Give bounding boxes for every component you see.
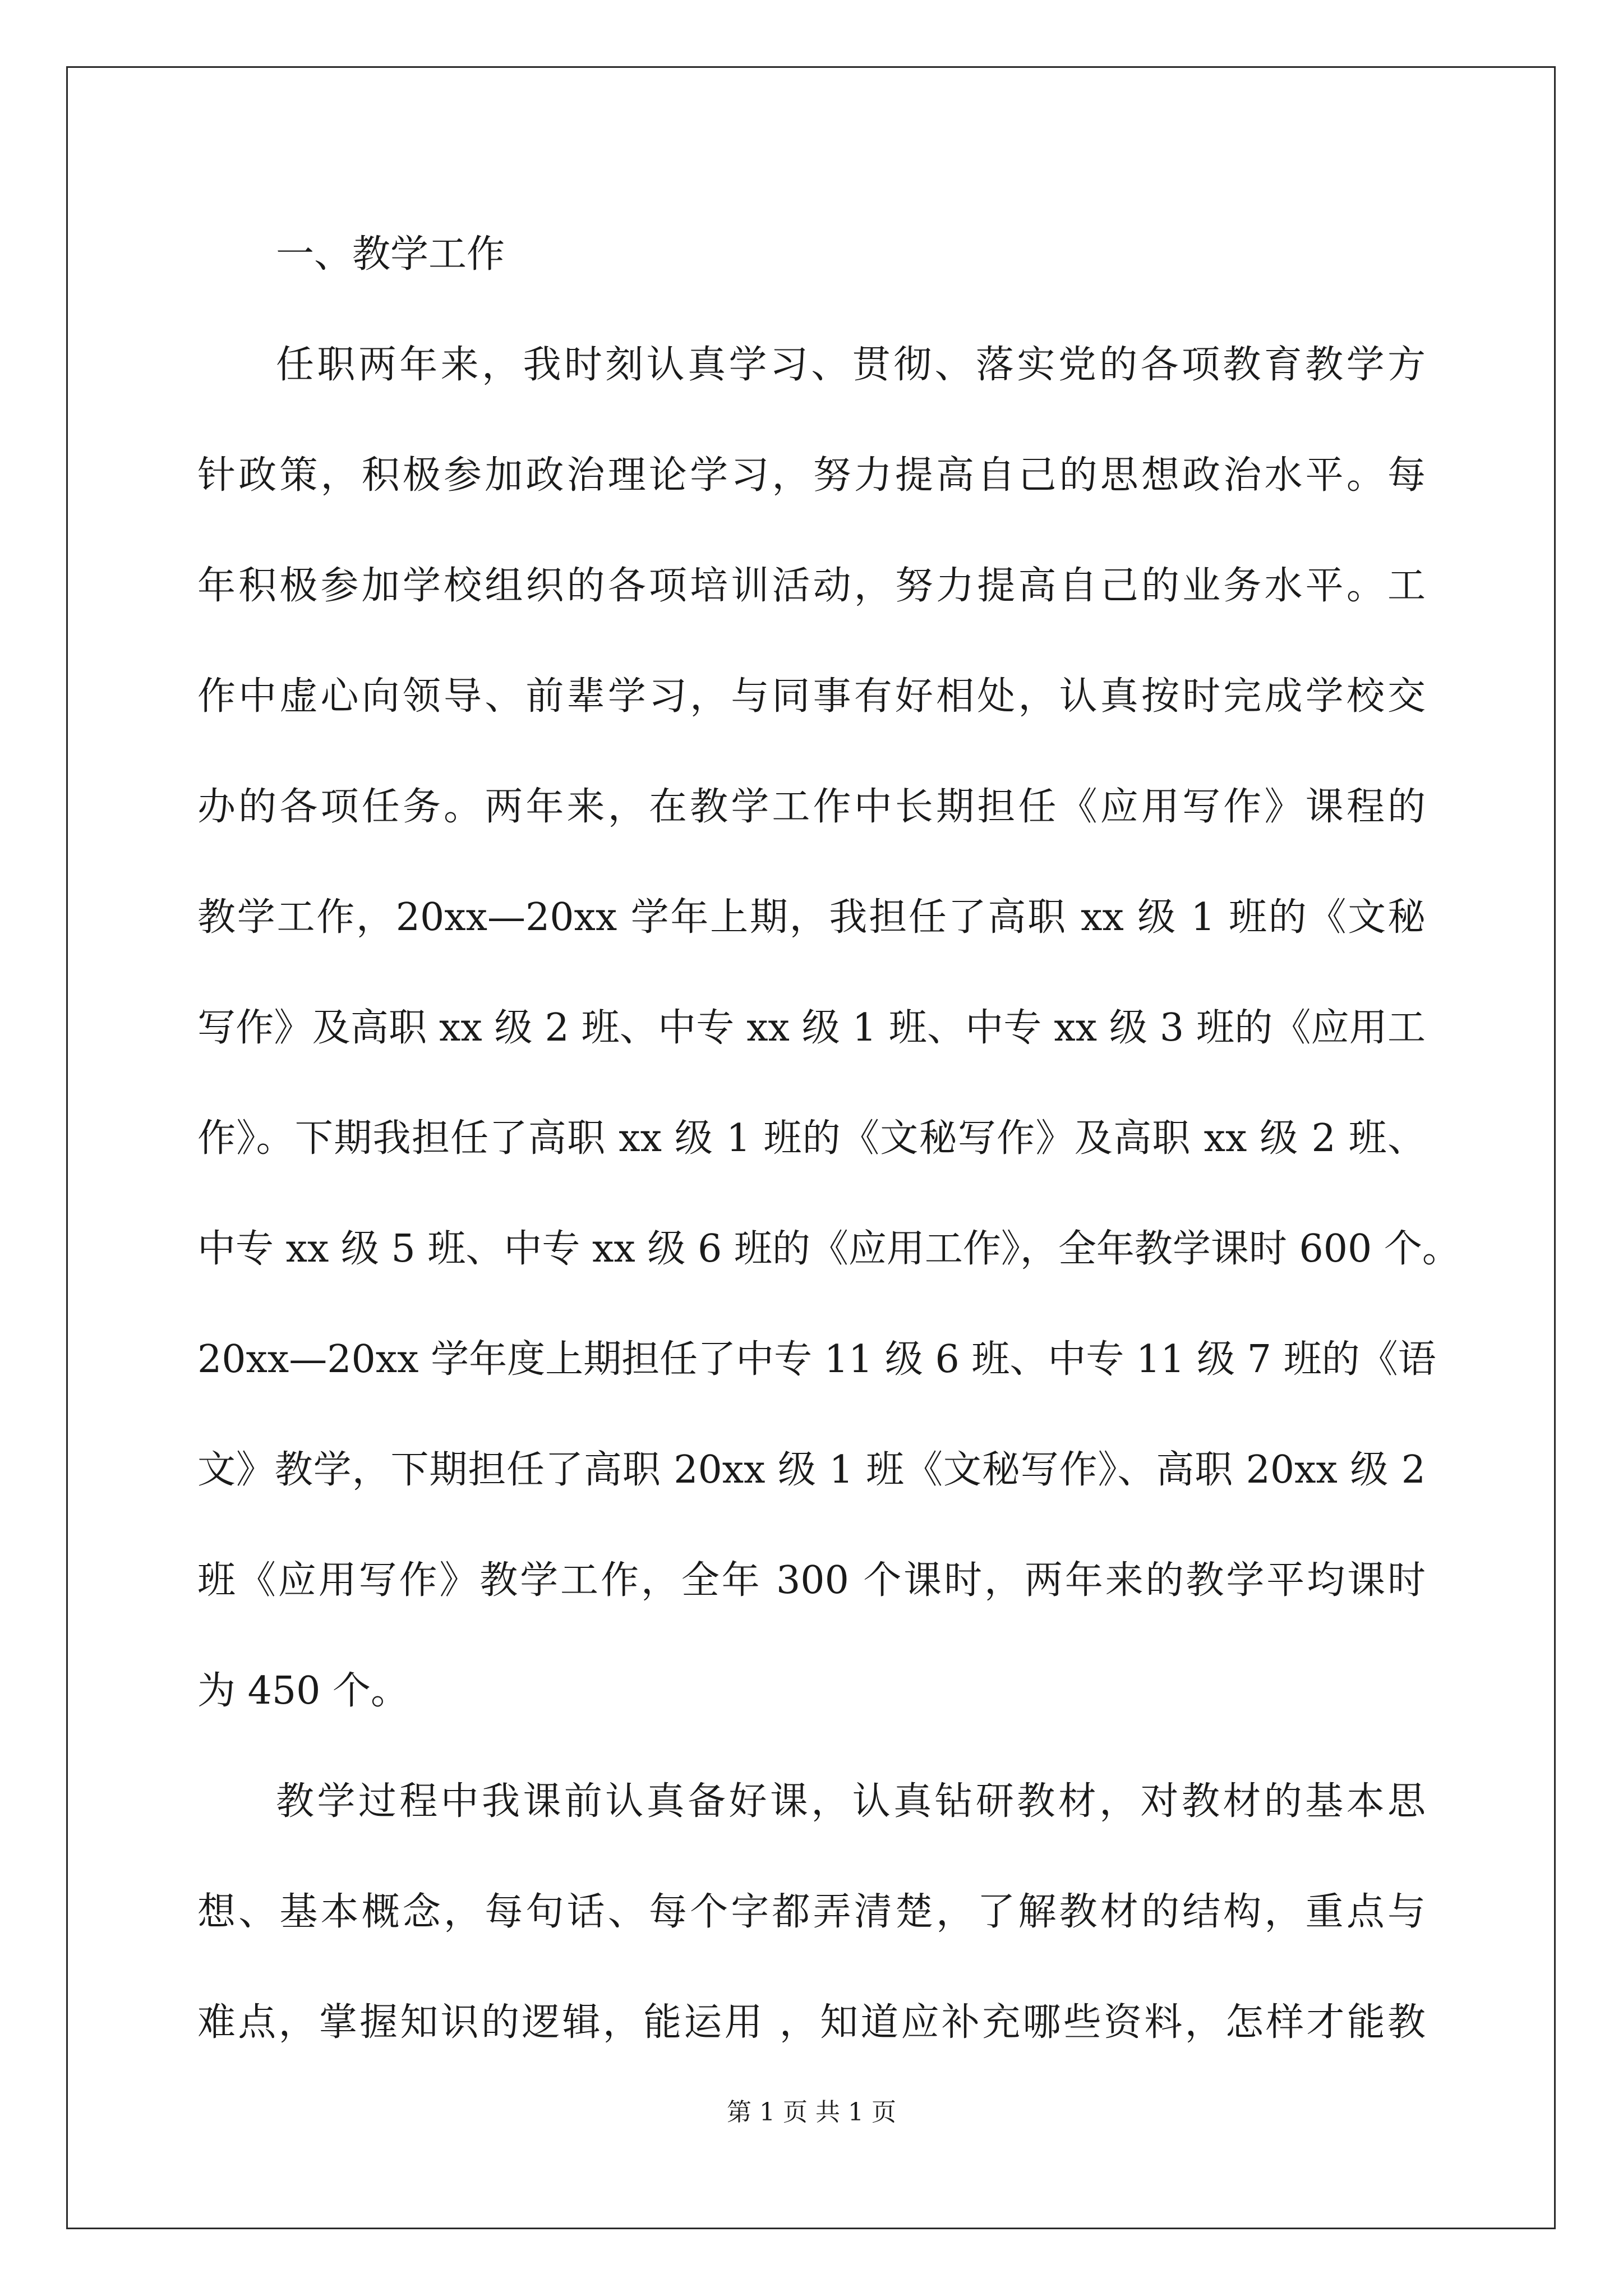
paragraph-line: 班《应用写作》教学工作，全年 300 个课时，两年来的教学平均课时 xyxy=(197,1558,1426,1603)
paragraph-line: 中专 xx 级 5 班、中专 xx 级 6 班的《应用工作》，全年教学课时 600 个。 xyxy=(197,1227,1460,1271)
paragraph-line: 办的各项任务。两年来，在教学工作中长期担任《应用写作》课程的 xyxy=(197,785,1426,829)
paragraph-line: 难点，掌握知识的逻辑，能运用 ，知道应补充哪些资料，怎样才能教 xyxy=(197,2000,1426,2045)
paragraph-line: 20xx—20xx 学年度上期担任了中专 11 级 6 班、中专 11 级 7 班的《语 xyxy=(197,1337,1436,1382)
document-body xyxy=(197,199,1460,2078)
paragraph-1 xyxy=(197,310,1460,1746)
paragraph-line: 作中虚心向领导、前辈学习，与同事有好相处，认真按时完成学校交 xyxy=(197,674,1426,719)
paragraph-line: 教学过程中我课前认真备好课，认真钻研教材，对教材的基本思 xyxy=(276,1779,1426,1824)
paragraph-line: 教学工作，20xx—20xx 学年上期，我担任了高职 xx 级 1 班的《文秘 xyxy=(197,895,1426,940)
paragraph-line: 年积极参加学校组织的各项培训活动，努力提高自己的业务水平。工 xyxy=(197,564,1426,608)
paragraph-line-last: 为 450 个。 xyxy=(197,1669,409,1713)
paragraph-2 xyxy=(197,1746,1426,2078)
paragraph-line: 任职两年来，我时刻认真学习、贯彻、落实党的各项教育教学方 xyxy=(276,343,1426,387)
paragraph-line: 作》。下期我担任了高职 xx 级 1 班的《文秘写作》及高职 xx 级 2 班、 xyxy=(197,1116,1426,1161)
section-heading: 一、教学工作 xyxy=(276,232,505,277)
paragraph-line: 想、基本概念，每句话、每个字都弄清楚，了解教材的结构，重点与 xyxy=(197,1890,1426,1934)
paragraph-line: 针政策，积极参加政治理论学习，努力提高自己的思想政治水平。每 xyxy=(197,453,1426,498)
page-footer: 第 1 页 共 1 页 xyxy=(727,2098,896,2127)
paragraph-line: 写作》及高职 xx 级 2 班、中专 xx 级 1 班、中专 xx 级 3 班的《应用工 xyxy=(197,1006,1426,1050)
paragraph-line: 文》教学，下期担任了高职 20xx 级 1 班《文秘写作》、高职 20xx 级 2 xyxy=(197,1448,1426,1492)
